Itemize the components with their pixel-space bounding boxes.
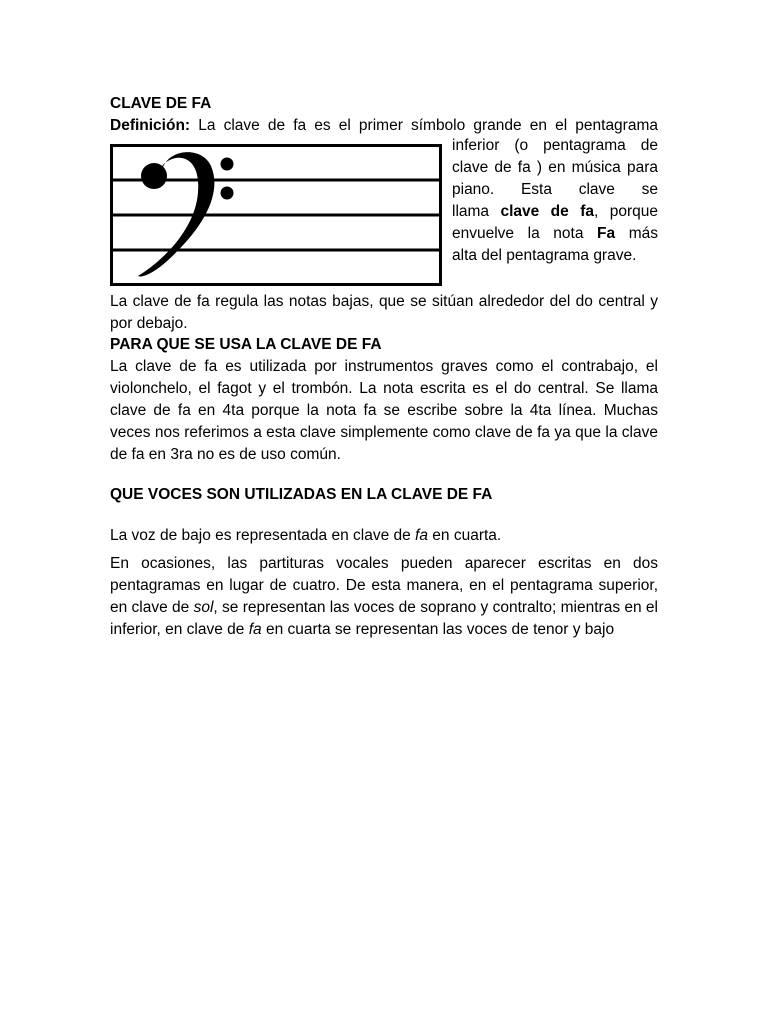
definition-label: Definición:: [110, 117, 191, 134]
definition-side-text: [452, 135, 658, 267]
clef-dot-upper: [221, 158, 234, 171]
bass-clef-staff-image: [110, 144, 442, 286]
regula-paragraph: La clave de fa regula las notas bajas, que se sitúan alrededor del do central y por debajo.: [110, 293, 658, 332]
side-line: piano. Esta clave se: [452, 181, 658, 198]
page-title: CLAVE DE FA: [110, 95, 212, 112]
voces-paragraph-2: En ocasiones, las partituras vocales pueden aparecer escritas en dos pentagramas en lugar de cuatro. De esta manera, en el pentagrama superior, en clave de sol, se representan las voces de soprano y contralto; mientras en el inferior, en clave de fa en cuarta se representan las voces de tenor y bajo: [110, 555, 658, 638]
section-heading-para-que: PARA QUE SE USA LA CLAVE DE FA: [110, 336, 382, 353]
side-line: envuelve la nota Fa más: [452, 225, 658, 242]
definition-text-line-1: La clave de fa es el primer símbolo grande en el pentagrama: [198, 117, 658, 134]
section-heading-voces: QUE VOCES SON UTILIZADAS EN LA CLAVE DE FA: [110, 486, 493, 503]
voces-paragraph-1: La voz de bajo es representada en clave de fa en cuarta.: [110, 527, 502, 544]
clef-dot-lower: [221, 187, 234, 200]
side-line: inferior (o pentagrama de: [452, 137, 658, 154]
side-line: alta del pentagrama grave.: [452, 247, 637, 264]
side-line: llama clave de fa, porque: [452, 203, 658, 220]
para-que-paragraph: La clave de fa es utilizada por instrumentos graves como el contrabajo, el violonchelo, el fagot y el trombón. La nota escrita es el do central. Se llama clave de fa en 4ta porque la nota fa se escribe sobre la 4ta línea. Muchas veces nos referimos a esta clave simplemente como clave de fa ya que la clave de fa en 3ra no es de uso común.: [110, 358, 658, 463]
side-line: clave de fa ) en música para: [452, 159, 658, 176]
definition-first-line: [110, 115, 658, 137]
